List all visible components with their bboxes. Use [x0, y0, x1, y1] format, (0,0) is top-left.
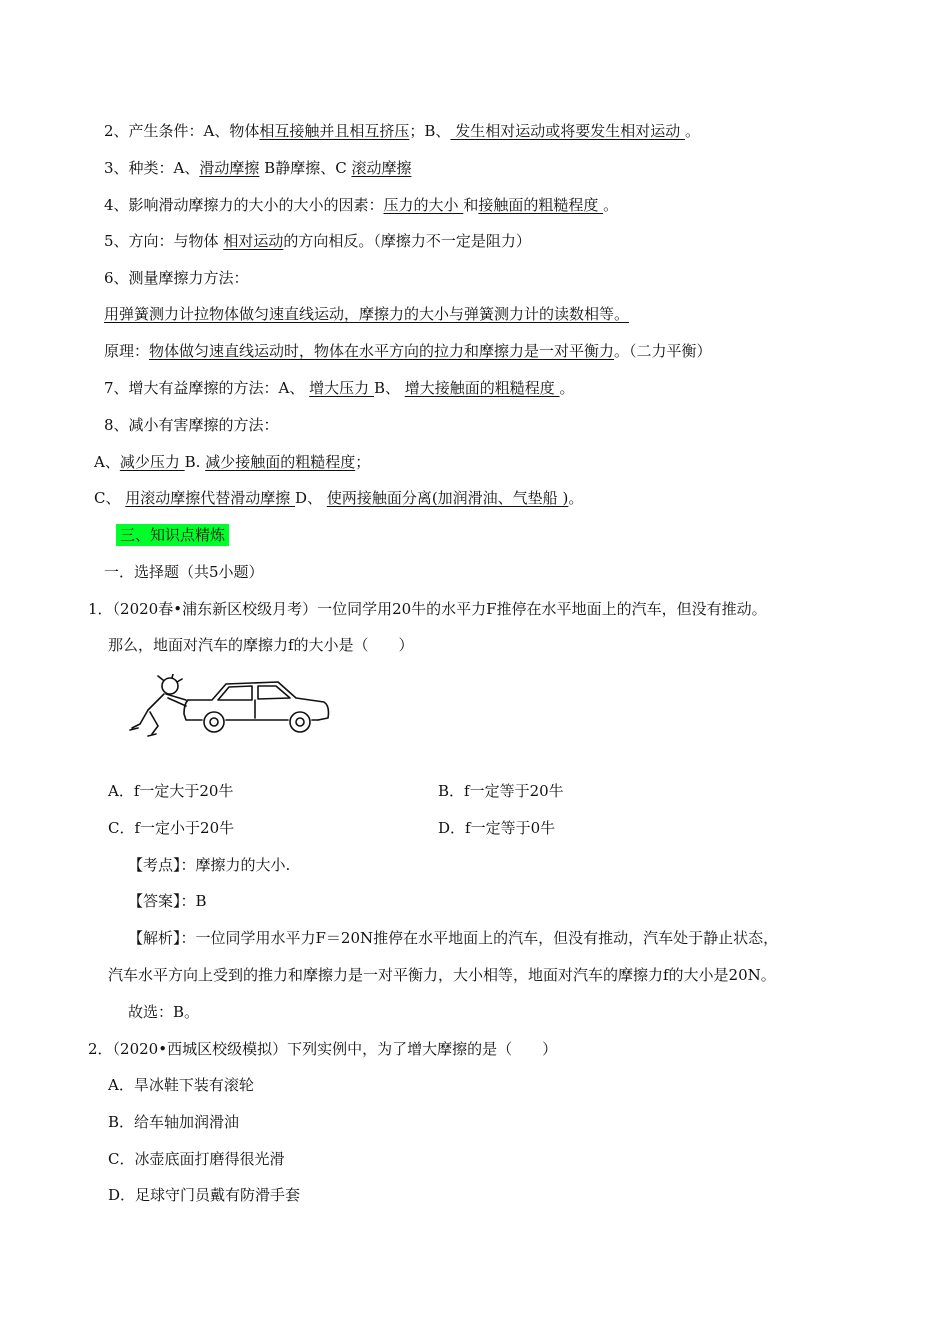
text: 7、增大有益摩擦的方法：A、 — [104, 379, 310, 397]
text: D、 — [295, 489, 327, 507]
q1-stem-line2: 那么，地面对汽车的摩擦力f的大小是（ ） — [108, 636, 414, 654]
q1-analysis-line2: 汽车水平方向上受到的推力和摩擦力是一对平衡力，大小相等，地面对汽车的摩擦力f的大小是20N。 — [108, 966, 776, 984]
types-line — [104, 158, 411, 178]
text: 4、影响滑动摩擦力的大小的大小的因素： — [104, 196, 384, 214]
underlined-answer: 相对运动 — [223, 232, 284, 250]
text: 2、产生条件：A、物体 — [104, 122, 260, 140]
decrease-heading: 8、减小有害摩擦的方法： — [104, 416, 279, 434]
q1-stem-line1: 1．（2020春•浦东新区校级月考）一位同学用20牛的水平力F推停在水平地面上的汽车，但没有推动。 — [88, 600, 767, 618]
q2-option-d: D．足球守门员戴有防滑手套 — [108, 1186, 301, 1204]
underlined-answer: 增大压力 — [309, 379, 374, 397]
factors-line — [104, 195, 618, 215]
highlighted-heading: 三、知识点精炼 — [116, 524, 229, 546]
decrease-ab-line — [94, 452, 370, 472]
text: A、 — [94, 453, 120, 471]
text: 和 — [463, 196, 479, 214]
underlined-answer: 滚动摩擦 — [351, 159, 412, 177]
q1-option-b: B．f一定等于20牛 — [438, 782, 564, 800]
underlined-answer: 压力的大小 — [383, 196, 464, 214]
underlined-answer: 用滚动摩擦代替滑动摩擦 — [125, 489, 296, 507]
part-heading: 一．选择题（共5小题） — [104, 563, 264, 581]
section-heading — [116, 525, 229, 545]
text: 原理： — [104, 342, 150, 360]
text: 3、种类：A、 — [104, 159, 200, 177]
underlined-answer: 物体做匀速直线运动时，物体在水平方向的拉力和摩擦力是一对平衡力 — [149, 342, 615, 360]
direction-line — [104, 231, 531, 251]
text: 。 — [568, 489, 584, 507]
q1-option-c: C．f一定小于20牛 — [108, 819, 235, 837]
car-push-illustration — [128, 674, 334, 740]
text: ；B、 — [409, 122, 451, 140]
underlined-answer: 使两接触面分离(加润滑油、气垫船 ) — [326, 489, 569, 507]
condition-line — [104, 121, 700, 141]
text: B、 — [373, 379, 405, 397]
underlined-answer: 减少压力 — [119, 453, 185, 471]
text: 5、方向：与物体 — [104, 232, 224, 250]
q1-option-d: D．f一定等于0牛 — [438, 819, 556, 837]
q2-stem: 2．（2020•西城区校级模拟）下列实例中，为了增大摩擦的是（ ） — [88, 1040, 558, 1058]
text: B静摩擦、C — [259, 159, 352, 177]
text: 。 — [684, 122, 700, 140]
q1-answer: 【答案】：B — [128, 892, 207, 910]
underlined-answer: 滑动摩擦 — [199, 159, 260, 177]
q1-kaodian: 【考点】：摩擦力的大小. — [128, 856, 291, 874]
underlined-answer: 减少接触面的粗糙程度 — [205, 453, 356, 471]
underlined-answer: 增大接触面的粗糙程度 — [404, 379, 560, 397]
principle-line — [104, 341, 712, 361]
text: ； — [355, 453, 371, 471]
measure-heading: 6、测量摩擦力方法： — [104, 269, 249, 287]
underlined-answer: 相互接触并且相互挤压 — [259, 122, 410, 140]
q2-option-a: A．旱冰鞋下装有滚轮 — [108, 1076, 254, 1094]
text: B. — [184, 453, 206, 471]
text: 。（二力平衡） — [614, 342, 712, 360]
decrease-cd-line — [94, 488, 583, 508]
underlined-answer: 接触面的粗糙程度 — [478, 196, 604, 214]
q1-option-a: A．f一定大于20牛 — [108, 782, 234, 800]
q2-option-c: C．冰壶底面打磨得很光滑 — [108, 1150, 285, 1168]
text: C、 — [94, 489, 126, 507]
q2-option-b: B．给车轴加润滑油 — [108, 1113, 240, 1131]
text: 。 — [603, 196, 619, 214]
q1-conclusion: 故选：B。 — [128, 1003, 200, 1021]
q1-analysis-line1: 【解析】：一位同学用水平力F＝20N推停在水平地面上的汽车，但没有推动，汽车处于静止状态， — [128, 929, 779, 947]
underlined-answer: 发生相对运动或将要发生相对运动 — [450, 122, 685, 140]
text: 。 — [559, 379, 575, 397]
measure-method: 用弹簧测力计拉物体做匀速直线运动，摩擦力的大小与弹簧测力计的读数相等。 — [104, 305, 630, 323]
text: 的方向相反。（摩擦力不一定是阻力） — [283, 232, 531, 250]
increase-line — [104, 378, 575, 398]
